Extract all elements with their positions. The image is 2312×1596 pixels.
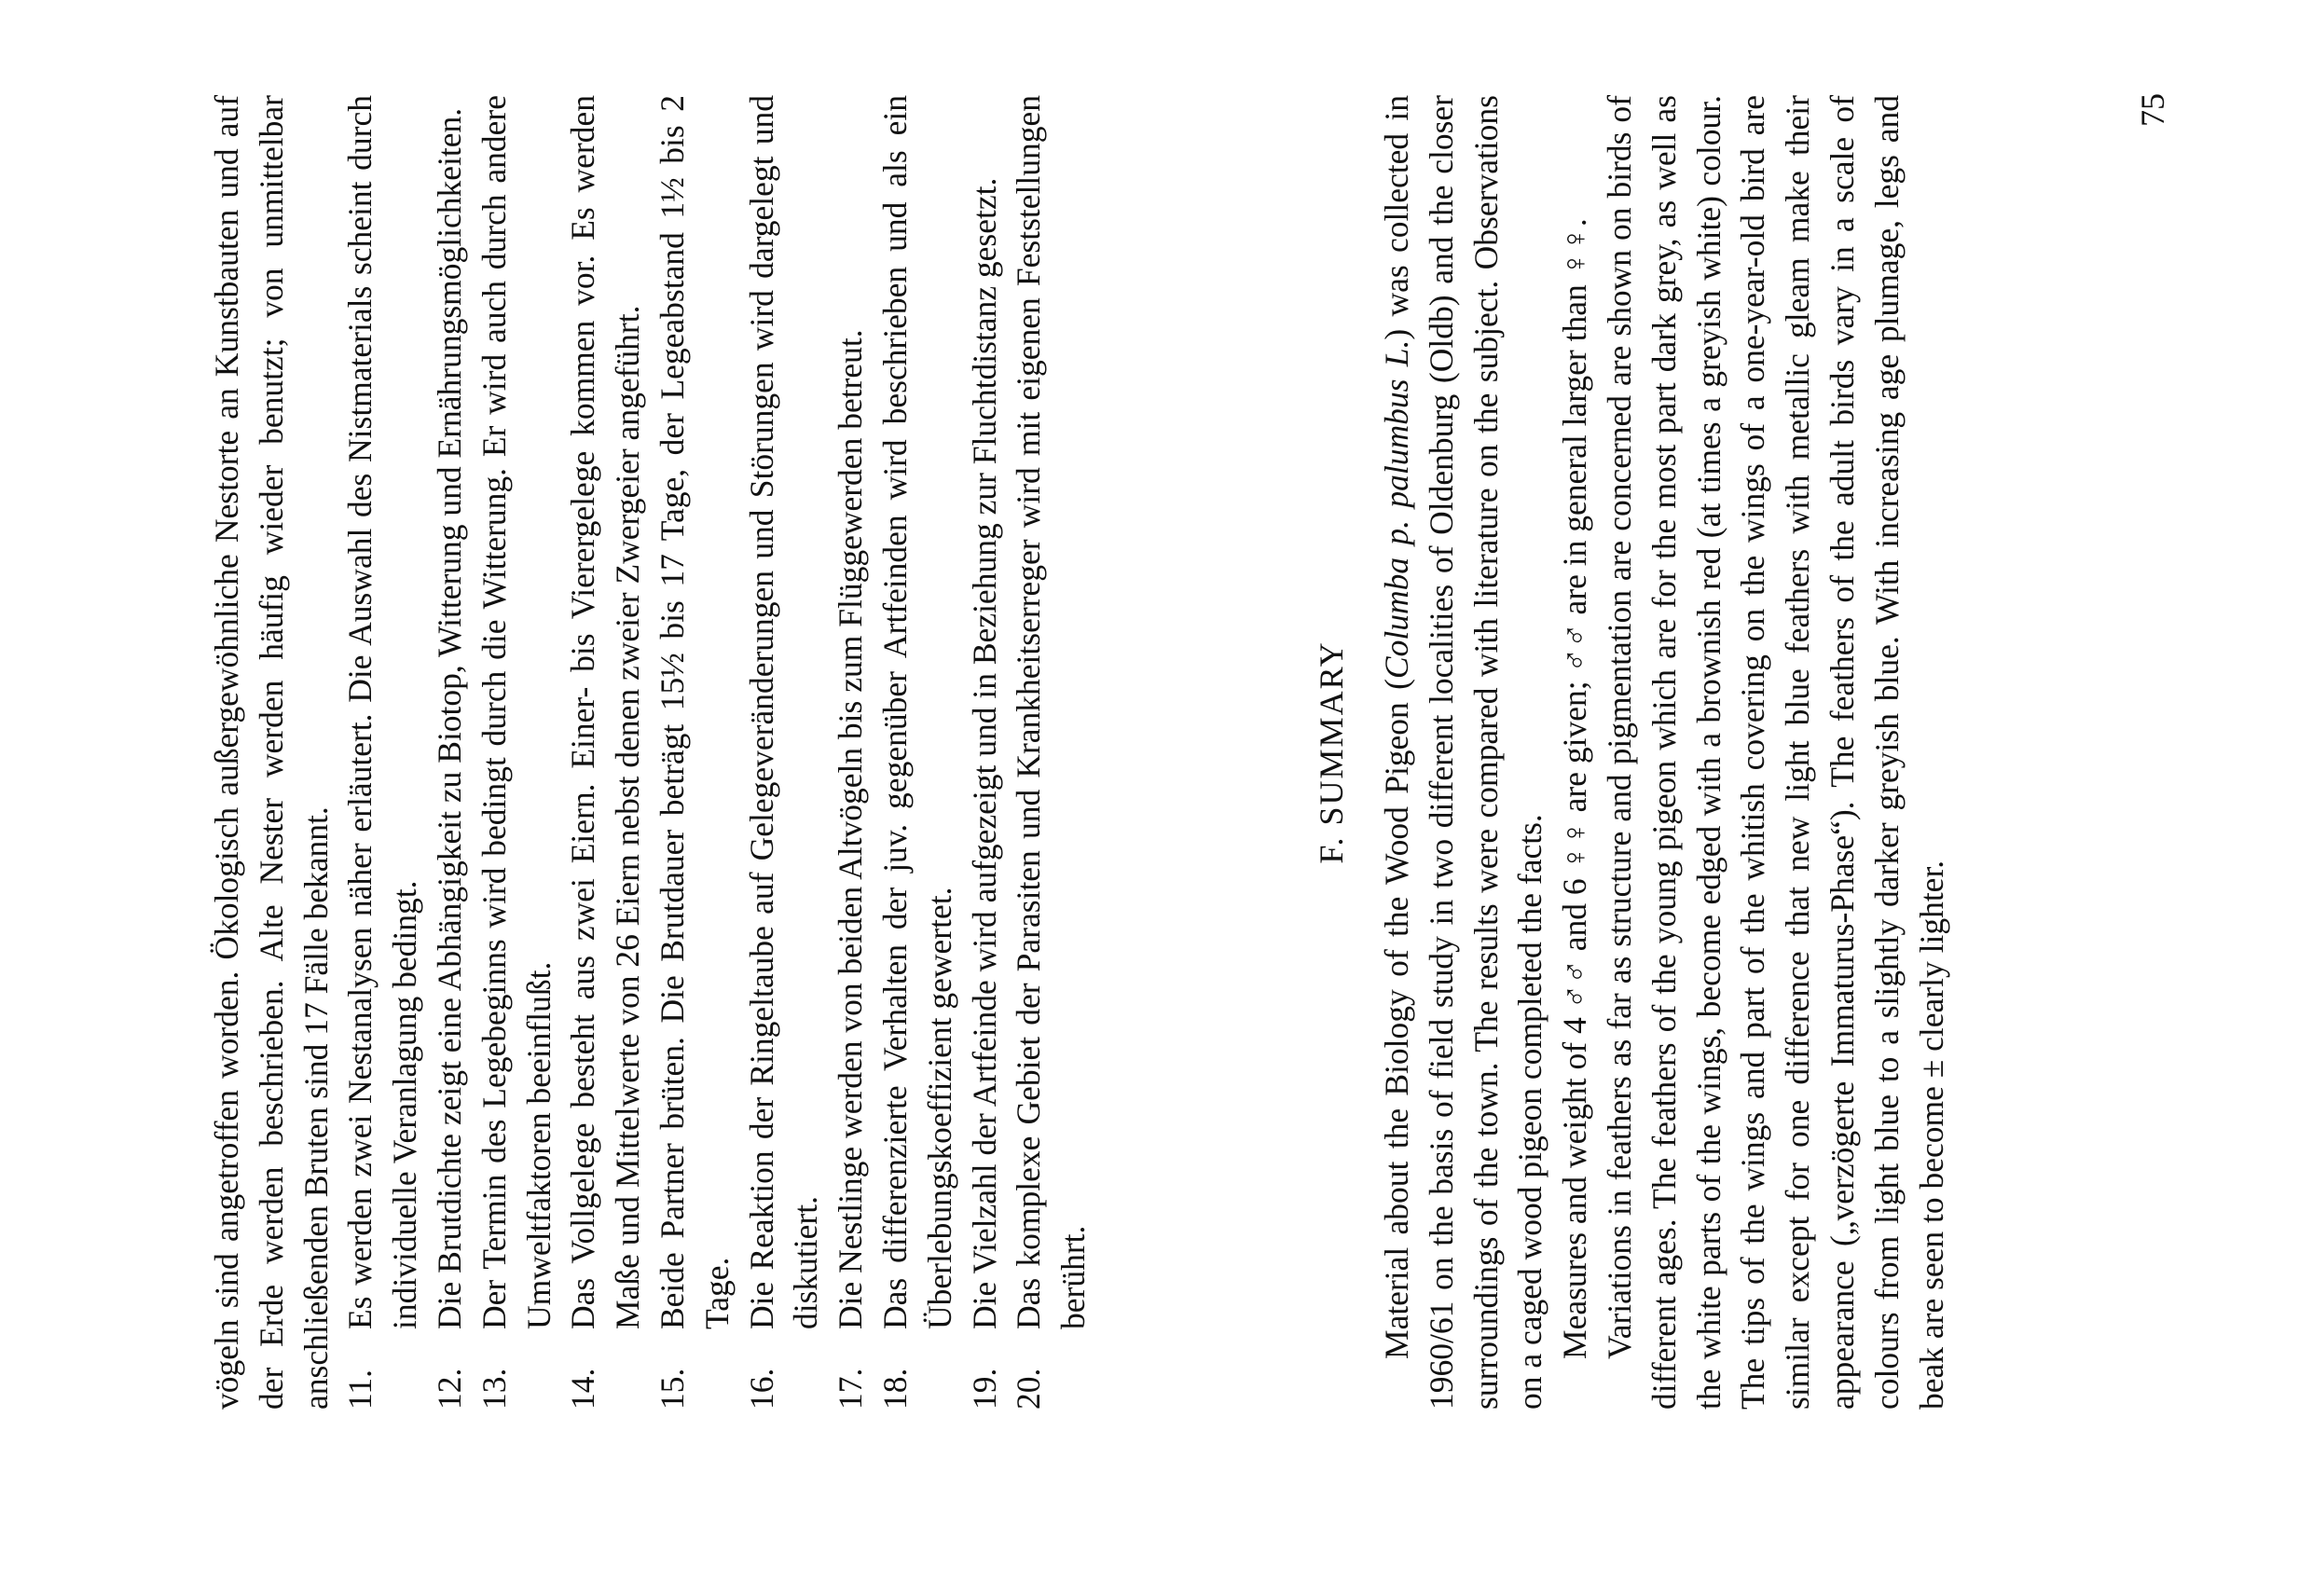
item-number: 20. [1010,1368,1048,1410]
summary-heading: F. SUMMARY [1313,640,1350,864]
list-item [1007,95,1096,1410]
item-number: 19. [965,1368,1003,1410]
item-text: Die Reaktion der Ringeltaube auf Gelegeveränderungen und Störungen wird dargelegt und diskutiert. [742,95,825,1329]
summary-paragraph-variations: Variations in feathers as far as structure and pigmentation are concerned are shown on birds of different ages. The feathers of the young pigeon which are for the most part dark grey, as well as the white parts of the wings, become edged with a brownish red (at times a greyish white) colour. The tips of the wings and part of the whitish covering on the wings of a one-year-old bird are similar except for one difference that new light blue feathers with metallic gleam make their appearance („verzögerte Immaturus-Phase“). The feathers of the adult birds vary in a scale of colours from light blue to a slightly darker greyish blue. With increasing age plumage, legs and beak are seen to become ± clearly lighter. [1600,95,1950,1410]
list-item [740,95,830,1410]
list-item [473,95,562,1410]
summary-paragraph-material [1375,95,1553,1410]
german-intro-paragraph: vögeln sind angetroffen worden. Ökologisch außergewöhnliche Nestorte an Kunstbauten und auf der Erde werden beschrieben. Alte Nester werden häufig wieder benutzt; von unmittelbar anschließenden Bruten sind 17 Fälle bekannt. [208,95,335,1410]
item-number: 17. [832,1368,870,1410]
german-summary-column [205,95,1096,1410]
item-text: Das Vollgelege besteht aus zwei Eiern. Einer- bis Vierergelege kommen vor. Es werden Maße und Mittelwerte von 26 Eiern nebst denen zweier Zwergeier angeführt. [564,95,647,1329]
item-text: Die Brutdichte zeigt eine Abhängigkeit zu Biotop, Witterung und Ernährungsmöglichkeiten. [430,107,468,1329]
list-item [561,95,651,1410]
item-number: 12. [430,1368,468,1410]
item-text: Es werden zwei Nestanalysen näher erläutert. Die Auswahl des Nistmaterials scheint durch individuelle Veranlagung bedingt. [341,95,424,1329]
list-item [428,95,473,1410]
item-text: Die Nestlinge werden von beiden Altvögeln bis zum Flüggewerden betreut. [832,329,870,1329]
item-number: 13. [475,1368,513,1410]
item-number: 14. [564,1368,602,1410]
german-numbered-list [338,95,1096,1410]
list-item [651,95,740,1410]
item-number: 18. [875,1368,914,1410]
item-text: Beide Partner brüten. Die Brutdauer beträgt 15½ bis 17 Tage, der Legeabstand 1½ bis 2 Tage. [653,95,736,1329]
list-item [829,95,874,1410]
list-item [338,95,428,1410]
item-number: 16. [742,1368,780,1410]
item-text: Das komplexe Gebiet der Parasiten und Krankheitserreger wird mit eigenen Feststellungen berührt. [1010,95,1093,1329]
item-text: Der Termin des Legebeginns wird bedingt durch die Witterung. Er wird auch durch andere Umweltfaktoren beeinflußt. [475,95,557,1329]
list-item [874,95,963,1410]
species-name-italic: Columba p. palumbus L. [1378,339,1415,680]
item-number: 15. [653,1368,691,1410]
summary-paragraph-measures: Measures and weight of 4 ♂♂ and 6 ♀♀ are given; ♂♂ are in general larger than ♀♀. [1556,218,1594,1359]
item-text: Das differenzierte Verhalten der juv. gegenüber Artfeinden wird beschrieben und als ein Überlebungskoeffizient gewertet. [875,95,958,1329]
item-number: 11. [341,1369,379,1410]
english-summary-column [1375,95,1954,1410]
list-item [963,95,1008,1410]
page-number: 75 [2134,93,2171,127]
item-text: Die Vielzahl der Artfeinde wird aufgezeigt und in Beziehung zur Fluchtdistanz gesetzt. [965,177,1003,1329]
summary-p1-start: Material about the Biology of the Wood Pigeon ( [1378,679,1415,1359]
summary-p1-end: ) was collected in 1960/61 on the basis of field study in two different localities of Oldenburg (Oldb) and the closer surroundings of the town. The results were compared with literature on the subject. Observations on a caged wood pigeon completed the facts. [1378,95,1549,1410]
